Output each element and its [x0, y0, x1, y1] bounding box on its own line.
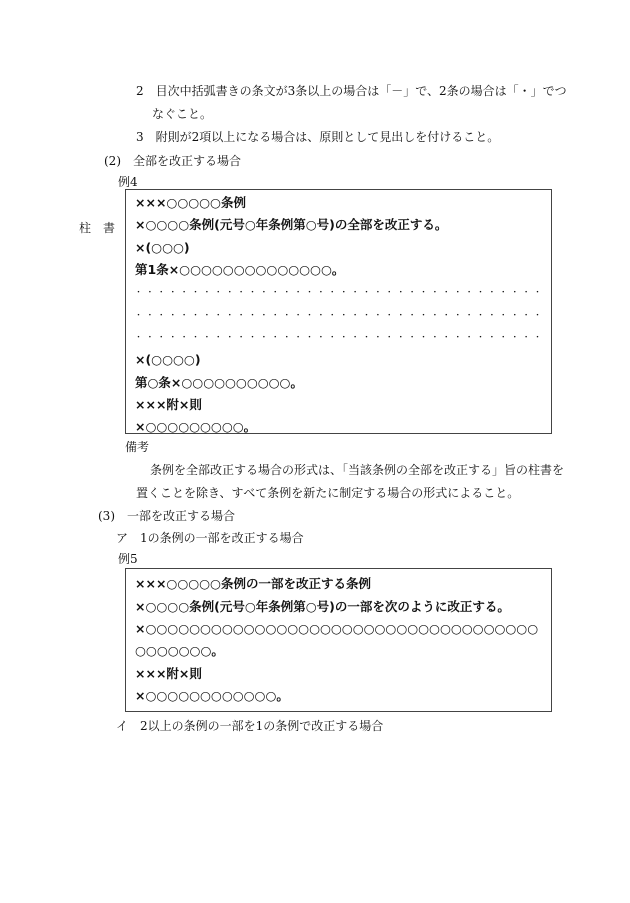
margin-label-hashiragaki: 柱 書: [79, 221, 116, 235]
example-4-supplementary-heading: ×××附×則: [135, 397, 202, 412]
note-item-2-line-2: なぐこと。: [152, 107, 213, 121]
section-3-sub-a: ア 1の条例の一部を改正する場合: [116, 531, 304, 545]
example-4-enacting-clause: ×○○○○条例(元号○年条例第○号)の全部を改正する。: [135, 217, 448, 232]
example-5-body-line-1: ×○○○○○○○○○○○○○○○○○○○○○○○○○○○○○○○○○○○○: [135, 621, 539, 636]
remarks-label: 備考: [125, 440, 150, 454]
note-item-3: 3 附則が2項以上になる場合は、原則として見出しを付けること。: [136, 130, 500, 144]
example-5-title: ×××○○○○○条例の一部を改正する条例: [135, 576, 371, 591]
section-2-heading: (2) 全部を改正する場合: [104, 154, 241, 168]
example-4-supplementary-text: ×○○○○○○○○○。: [135, 419, 257, 434]
remarks-line-1: 条例を全部改正する場合の形式は、「当該条例の全部を改正する」旨の柱書を: [150, 463, 565, 477]
note-item-2-line-1: 2 目次中括弧書きの条文が3条以上の場合は「－」で、2条の場合は「・」でつ: [136, 84, 567, 98]
section-3-sub-i: イ 2以上の条例の一部を1の条例で改正する場合: [116, 719, 384, 733]
example-4-label: 例4: [118, 175, 138, 189]
example-5-label: 例5: [118, 552, 138, 566]
example-4-dots-row-3: ・・・・・・・・・・・・・・・・・・・・・・・・・・・・・・・・・・・・: [135, 333, 546, 341]
remarks-line-2: 置くことを除き、すべて条例を新たに制定する場合の形式によること。: [136, 486, 520, 500]
example-4-title: ×××○○○○○条例: [135, 195, 246, 210]
example-4-caption-1: ×(○○○): [135, 240, 190, 255]
example-5-supplementary-heading: ×××附×則: [135, 666, 202, 681]
example-5-supplementary-text: ×○○○○○○○○○○○○。: [135, 688, 289, 703]
example-5-body-line-2: ○○○○○○○。: [135, 643, 224, 658]
example-4-caption-2: ×(○○○○): [135, 352, 201, 367]
section-3-heading: (3) 一部を改正する場合: [98, 509, 235, 523]
example-4-article-n: 第○条×○○○○○○○○○○。: [135, 375, 303, 390]
example-4-dots-row-2: ・・・・・・・・・・・・・・・・・・・・・・・・・・・・・・・・・・・・: [135, 311, 546, 319]
example-5-box: [125, 568, 552, 712]
example-4-article-1: 第1条×○○○○○○○○○○○○○○。: [135, 262, 345, 277]
example-5-enacting-clause: ×○○○○条例(元号○年条例第○号)の一部を次のように改正する。: [135, 599, 510, 614]
example-4-box: [125, 189, 552, 434]
example-4-dots-row-1: ・・・・・・・・・・・・・・・・・・・・・・・・・・・・・・・・・・・・: [135, 288, 546, 296]
